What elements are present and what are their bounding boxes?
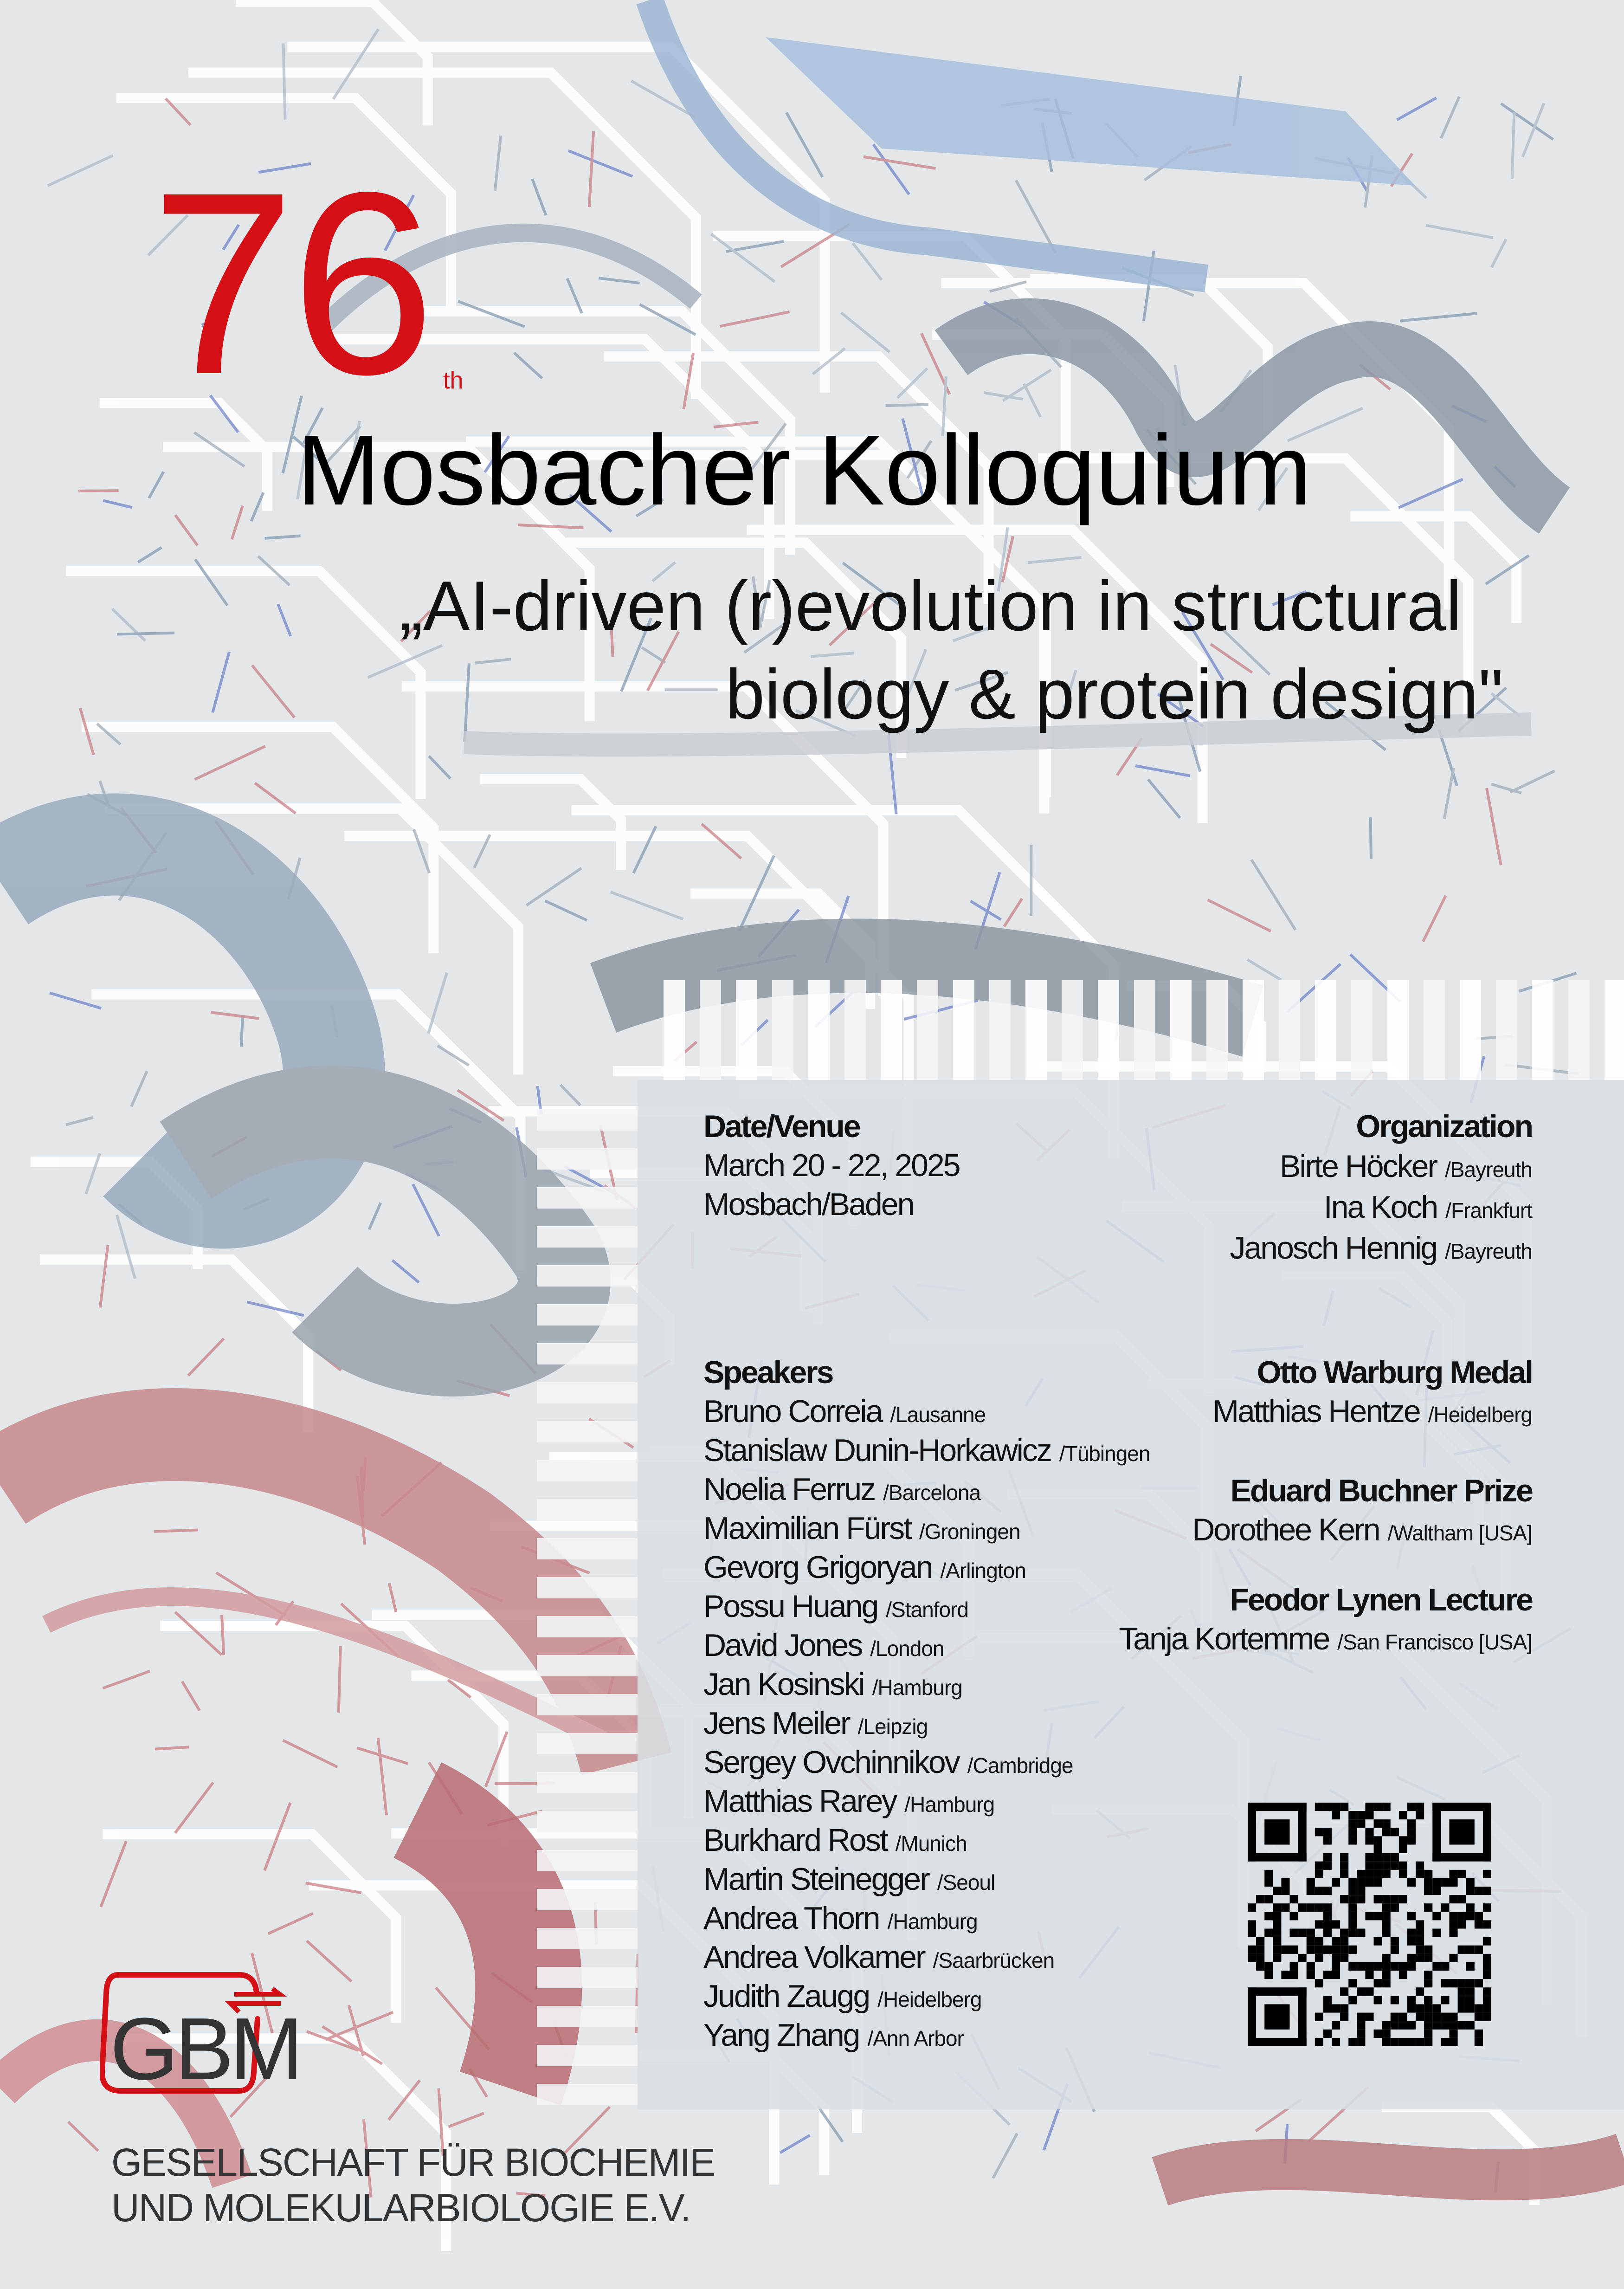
speaker-name: Bruno Correia — [703, 1394, 882, 1429]
speaker-city: /Barcelona — [883, 1481, 981, 1505]
speaker-city: /Ann Arbor — [867, 2026, 964, 2050]
organizer-name: Janosch Hennig — [1230, 1230, 1437, 1266]
speaker-name: David Jones — [703, 1628, 862, 1663]
award-block — [1192, 1471, 1532, 1549]
speaker-entry — [703, 1977, 1150, 2016]
award-recipient-city: /Waltham [USA] — [1387, 1521, 1532, 1545]
speaker-name: Jens Meiler — [703, 1706, 850, 1741]
organizer-name: Ina Koch — [1323, 1190, 1437, 1225]
spacer — [703, 1224, 1150, 1353]
award-block — [1119, 1580, 1532, 1658]
decorative-stripe-bar-left — [537, 1109, 638, 2109]
speaker-name: Noelia Ferruz — [703, 1472, 875, 1507]
speaker-name: Stanislaw Dunin-Horkawicz — [703, 1433, 1051, 1468]
award-recipient-city: /Heidelberg — [1428, 1403, 1532, 1427]
event-subtitle-line2: biology & protein design" — [725, 655, 1503, 734]
date-venue-heading: Date/Venue — [703, 1109, 860, 1144]
organizer-list — [1230, 1146, 1532, 1268]
speaker-name: Maximilian Fürst — [703, 1511, 911, 1546]
organizer-city: /Bayreuth — [1445, 1239, 1532, 1263]
organization-column — [1230, 1107, 1532, 1268]
speaker-city: /Groningen — [919, 1520, 1020, 1544]
organizer-name: Birte Höcker — [1279, 1149, 1437, 1184]
award-recipient-city: /San Francisco [USA] — [1337, 1630, 1532, 1654]
organizer-city: /Bayreuth — [1445, 1157, 1532, 1182]
speaker-city: /Leipzig — [857, 1714, 928, 1739]
speaker-entry — [703, 1431, 1150, 1470]
organizer-entry — [1230, 1228, 1532, 1268]
speaker-city: /Hamburg — [872, 1675, 962, 1700]
speaker-city: /Tübingen — [1059, 1442, 1150, 1466]
speaker-entry — [703, 1665, 1150, 1704]
speaker-city: /Heidelberg — [877, 1987, 982, 2011]
speaker-name: Yang Zhang — [703, 2017, 859, 2053]
speaker-entry — [703, 1509, 1150, 1548]
speaker-city: /Lausanne — [890, 1403, 986, 1427]
speaker-city: /Stanford — [886, 1597, 968, 1622]
speaker-city: /Saarbrücken — [933, 1948, 1055, 1972]
decorative-stripe-bar-top — [664, 980, 1624, 1080]
speaker-city: /Cambridge — [967, 1753, 1073, 1778]
award-recipient: Matthias Hentze — [1212, 1394, 1420, 1429]
speaker-name: Judith Zaugg — [703, 1979, 870, 2014]
award-recipient-row — [1212, 1392, 1532, 1431]
speaker-entry — [703, 1470, 1150, 1509]
speaker-city: /Hamburg — [887, 1909, 978, 1933]
speakers-heading: Speakers — [703, 1355, 833, 1390]
award-heading: Feodor Lynen Lecture — [1230, 1582, 1532, 1617]
organization-name-line1: GESELLSCHAFT FÜR BIOCHEMIE — [111, 2140, 715, 2184]
speaker-city: /Hamburg — [904, 1792, 995, 1817]
speaker-name: Sergey Ovchinnikov — [703, 1745, 959, 1780]
speaker-entry — [703, 1782, 1150, 1821]
speaker-name: Jan Kosinski — [703, 1667, 864, 1702]
speaker-entry — [703, 1821, 1150, 1860]
speaker-entry — [703, 2016, 1150, 2055]
qr-code-icon[interactable] — [1248, 1803, 1491, 2046]
speaker-entry — [703, 1548, 1150, 1587]
organization-name-line2: UND MOLEKULARBIOLOGIE E.V. — [111, 2186, 690, 2230]
speaker-entry — [703, 1392, 1150, 1431]
edition-suffix: th — [443, 367, 464, 394]
gbm-logo-text: GBM — [110, 2000, 300, 2098]
event-date: March 20 - 22, 2025 — [703, 1148, 960, 1183]
gbm-logo — [100, 1966, 360, 2100]
speaker-city: /Arlington — [940, 1558, 1026, 1583]
speaker-city: /London — [870, 1636, 944, 1661]
event-subtitle-line1: „AI-driven (r)evolution in structural — [399, 567, 1462, 646]
speaker-entry — [703, 1743, 1150, 1782]
edition-number: 76 — [151, 138, 431, 428]
speaker-name: Andrea Thorn — [703, 1901, 879, 1936]
award-recipient: Dorothee Kern — [1192, 1512, 1379, 1547]
speaker-city: /Munich — [895, 1831, 967, 1856]
speaker-name: Martin Steinegger — [703, 1862, 929, 1897]
organizer-city: /Frankfurt — [1445, 1198, 1532, 1222]
award-block — [1212, 1353, 1532, 1431]
award-recipient-row — [1192, 1510, 1532, 1549]
organization-heading: Organization — [1356, 1109, 1532, 1144]
award-recipient: Tanja Kortemme — [1119, 1621, 1329, 1656]
award-recipient-row — [1119, 1619, 1532, 1658]
speaker-name: Burkhard Rost — [703, 1823, 887, 1858]
speaker-entry — [703, 1938, 1150, 1977]
speaker-entry — [703, 1899, 1150, 1938]
speaker-city: /Seoul — [937, 1870, 995, 1895]
speaker-entry — [703, 1587, 1150, 1626]
organizer-entry — [1230, 1187, 1532, 1228]
speaker-name: Possu Huang — [703, 1589, 878, 1624]
speaker-entry — [703, 1860, 1150, 1899]
speaker-entry — [703, 1626, 1150, 1665]
organizer-entry — [1230, 1146, 1532, 1187]
speaker-name: Andrea Volkamer — [703, 1940, 925, 1975]
speaker-list — [703, 1392, 1150, 2055]
speaker-entry — [703, 1704, 1150, 1743]
organization-full-name — [111, 2140, 715, 2231]
event-title: Mosbacher Kolloquium — [297, 414, 1312, 526]
speaker-name: Gevorg Grigoryan — [703, 1550, 932, 1585]
speaker-name: Matthias Rarey — [703, 1784, 896, 1819]
award-heading: Eduard Buchner Prize — [1230, 1473, 1532, 1508]
event-venue: Mosbach/Baden — [703, 1187, 914, 1222]
left-column — [703, 1107, 1150, 2055]
award-heading: Otto Warburg Medal — [1257, 1355, 1532, 1390]
